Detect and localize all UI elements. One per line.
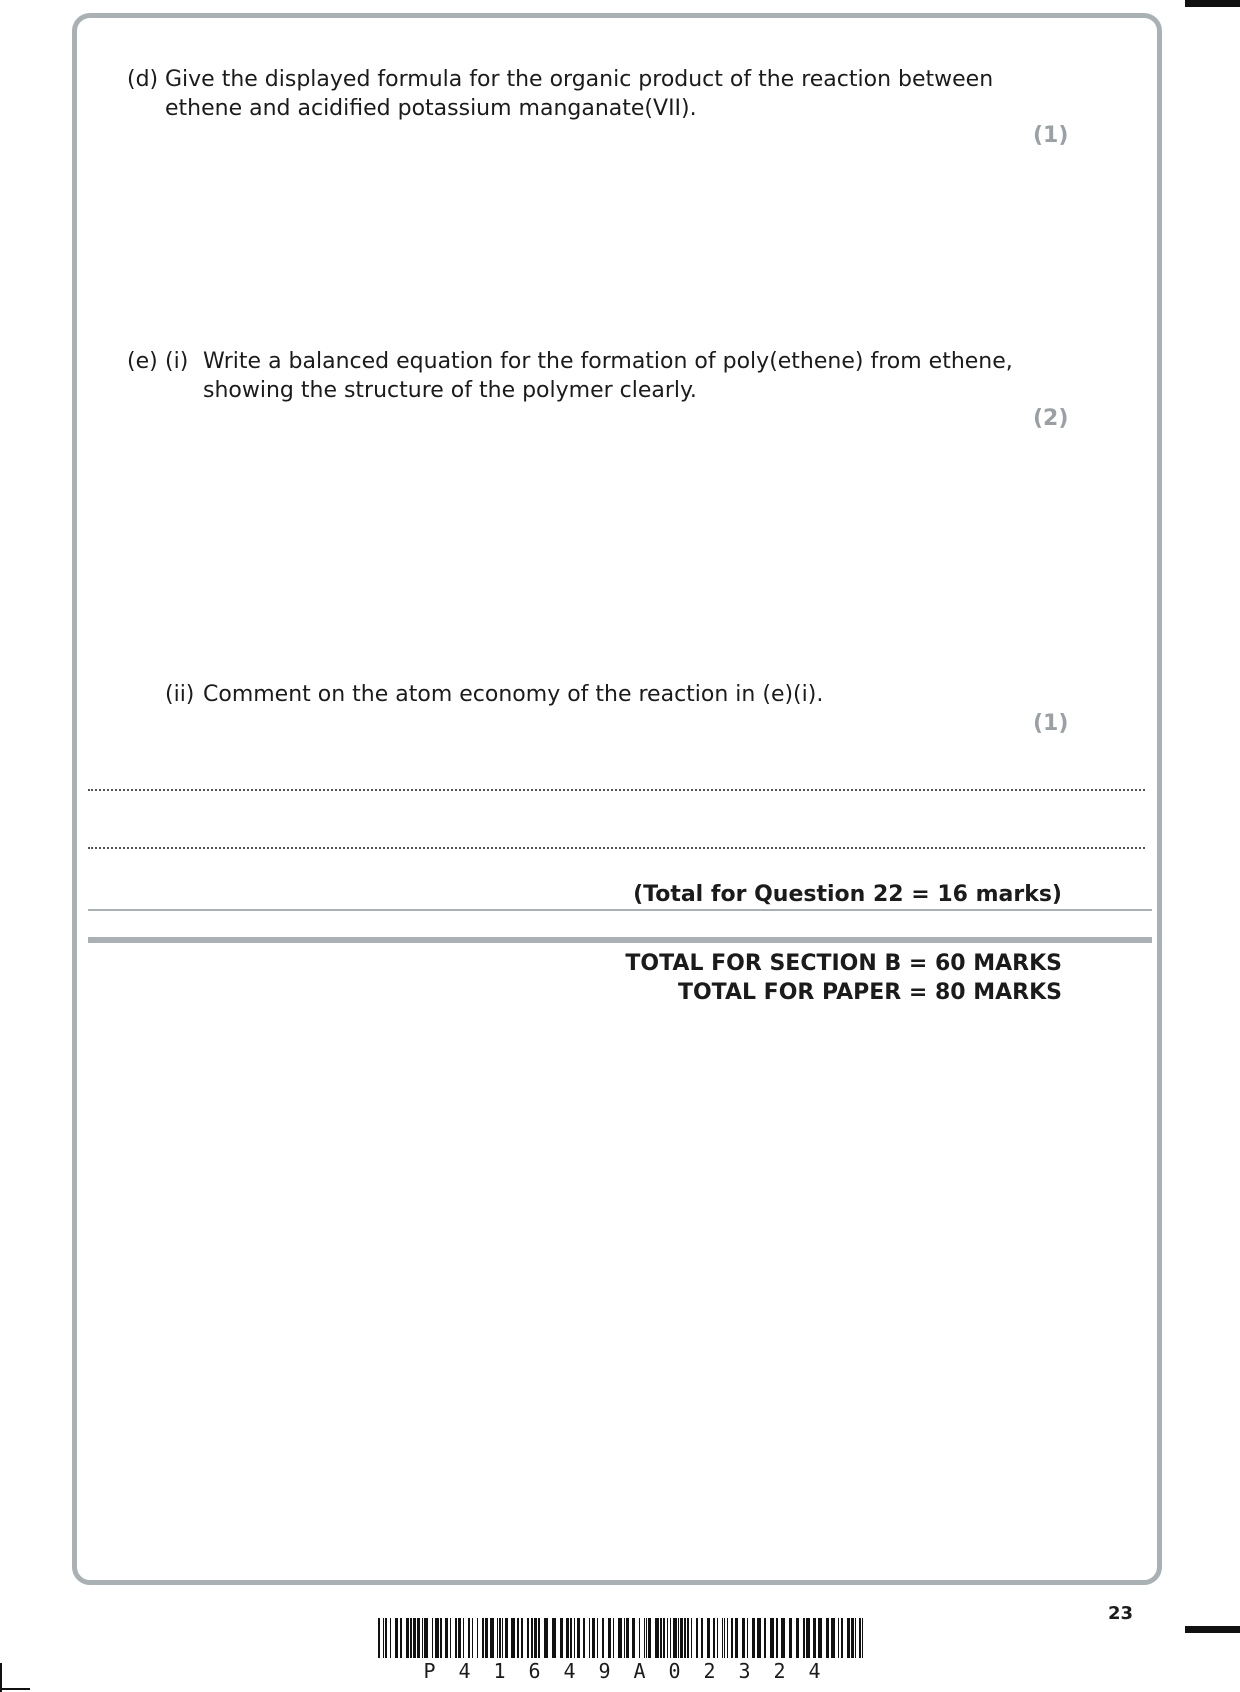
- barcode-bar: [410, 1618, 412, 1658]
- barcode-bar: [450, 1618, 451, 1658]
- barcode-bar: [560, 1618, 563, 1658]
- barcode-bar: [618, 1618, 622, 1658]
- barcode-char: A: [633, 1659, 646, 1683]
- barcode-char: 9: [598, 1659, 611, 1683]
- question-e-ii-marks: (1): [1033, 711, 1069, 736]
- barcode-bar: [517, 1618, 519, 1658]
- barcode-bar: [626, 1618, 629, 1658]
- barcode-bar: [673, 1618, 677, 1658]
- barcode-bar: [660, 1618, 662, 1658]
- barcode-bar: [731, 1618, 733, 1658]
- question-e-ii-text: Comment on the atom economy of the reaction in (e)(i).: [203, 682, 824, 707]
- barcode-bar: [813, 1618, 816, 1658]
- barcode-bar: [841, 1618, 843, 1658]
- barcode-bar: [445, 1618, 448, 1658]
- paper-total: TOTAL FOR PAPER = 80 MARKS: [677, 980, 1062, 1005]
- barcode-bar: [639, 1618, 640, 1658]
- barcode-bar: [485, 1618, 488, 1658]
- barcode-bar: [752, 1618, 755, 1658]
- barcode-bar: [490, 1618, 494, 1658]
- barcode-bar: [684, 1618, 686, 1658]
- barcode-bar: [608, 1618, 611, 1658]
- barcode-char: 3: [738, 1659, 751, 1683]
- barcode-bar: [747, 1618, 748, 1658]
- barcode-bar: [855, 1618, 856, 1658]
- barcode-bar: [851, 1618, 854, 1658]
- barcode-bar: [597, 1618, 598, 1658]
- barcode-bar: [742, 1618, 745, 1658]
- barcode-char: 2: [703, 1659, 716, 1683]
- barcode-bar: [482, 1618, 484, 1658]
- barcode-bar: [583, 1618, 585, 1658]
- barcode-bar: [390, 1618, 391, 1658]
- barcode-bar: [624, 1618, 625, 1658]
- barcode-bar: [717, 1618, 718, 1658]
- barcode-bar: [472, 1618, 473, 1658]
- barcode-bar: [527, 1618, 529, 1658]
- answer-frame: [72, 13, 1162, 1585]
- barcode-bar: [648, 1618, 651, 1658]
- question-total: (Total for Question 22 = 16 marks): [633, 882, 1062, 907]
- barcode-bar: [531, 1618, 533, 1658]
- barcode-bar: [757, 1618, 761, 1658]
- barcode-bar: [592, 1618, 595, 1658]
- barcode-bar: [413, 1618, 416, 1658]
- barcode-bar: [395, 1618, 398, 1658]
- barcode-image: [378, 1618, 863, 1658]
- barcode-bar: [570, 1618, 572, 1658]
- barcode-bar: [378, 1618, 380, 1658]
- barcode-bar: [687, 1618, 689, 1658]
- barcode-bar: [678, 1618, 679, 1658]
- barcode-bar: [589, 1618, 590, 1658]
- barcode-bar: [383, 1618, 384, 1658]
- question-e-label: (e): [127, 349, 158, 374]
- barcode-bar: [511, 1618, 515, 1658]
- registration-mark-top-right: [1185, 0, 1240, 7]
- barcode-char: 4: [808, 1659, 821, 1683]
- question-d-text-line2: ethene and acidified potassium manganate(VII).: [165, 96, 697, 121]
- barcode-bar: [534, 1618, 537, 1658]
- barcode-bar: [499, 1618, 501, 1658]
- barcode-bar: [722, 1618, 723, 1658]
- barcode-bar: [735, 1618, 738, 1658]
- barcode-text: [412, 1659, 832, 1683]
- barcode-bar: [468, 1618, 470, 1658]
- barcode-bar: [859, 1618, 861, 1658]
- barcode-bar: [552, 1618, 556, 1658]
- barcode-char: 0: [668, 1659, 681, 1683]
- section-total: TOTAL FOR SECTION B = 60 MARKS: [625, 951, 1062, 976]
- barcode-char: 4: [563, 1659, 576, 1683]
- barcode-bar: [776, 1618, 778, 1658]
- barcode-bar: [385, 1618, 387, 1658]
- registration-mark-bottom-right: [1185, 1626, 1240, 1633]
- barcode-bar: [789, 1618, 792, 1658]
- barcode-bar: [406, 1618, 409, 1658]
- barcode-bar: [521, 1618, 523, 1658]
- barcode-bar: [724, 1618, 725, 1658]
- divider-thin: [88, 909, 1152, 911]
- question-d-marks: (1): [1033, 123, 1069, 148]
- barcode-bar: [432, 1618, 433, 1658]
- barcode-bar: [505, 1618, 508, 1658]
- barcode-bar: [680, 1618, 683, 1658]
- barcode-bar: [655, 1618, 659, 1658]
- barcode-bar: [422, 1618, 423, 1658]
- barcode-char: 1: [493, 1659, 506, 1683]
- registration-mark-bottom-left-h: [0, 1688, 30, 1690]
- barcode-bar: [831, 1618, 835, 1658]
- barcode-bar: [670, 1618, 671, 1658]
- barcode-bar: [502, 1618, 503, 1658]
- barcode-bar: [602, 1618, 604, 1658]
- question-d-label: (d): [127, 67, 159, 92]
- barcode-bar: [646, 1618, 647, 1658]
- barcode-bar: [538, 1618, 540, 1658]
- barcode-bar: [696, 1618, 698, 1658]
- barcode-bar: [632, 1618, 635, 1658]
- barcode-bar: [764, 1618, 766, 1658]
- barcode-bar: [544, 1618, 548, 1658]
- barcode-bar: [663, 1618, 665, 1658]
- barcode-bar: [424, 1618, 428, 1658]
- barcode-bar: [613, 1618, 614, 1658]
- barcode-bar: [417, 1618, 420, 1658]
- barcode-bar: [838, 1618, 839, 1658]
- barcode-bar: [477, 1618, 478, 1658]
- barcode-bar: [691, 1618, 692, 1658]
- barcode-bar: [455, 1618, 457, 1658]
- barcode-bar: [400, 1618, 402, 1658]
- barcode-char: P: [423, 1659, 436, 1683]
- question-e-i-label: (i): [165, 349, 189, 374]
- answer-line-1[interactable]: [88, 789, 1145, 791]
- barcode-bar: [826, 1618, 829, 1658]
- barcode-bar: [862, 1618, 863, 1658]
- barcode-bar: [847, 1618, 850, 1658]
- barcode-bar: [667, 1618, 668, 1658]
- barcode-bar: [440, 1618, 442, 1658]
- barcode-bar: [727, 1618, 728, 1658]
- barcode-char: 6: [528, 1659, 541, 1683]
- barcode-bar: [796, 1618, 799, 1658]
- question-e-i-text-line2: showing the structure of the polymer clearly.: [203, 378, 697, 403]
- barcode-bar: [713, 1618, 715, 1658]
- question-e-ii-label: (ii): [165, 682, 195, 707]
- barcode-bar: [770, 1618, 774, 1658]
- barcode-bar: [497, 1618, 498, 1658]
- barcode-bar: [463, 1618, 464, 1658]
- barcode-bar: [566, 1618, 569, 1658]
- barcode-bar: [577, 1618, 580, 1658]
- barcode-bar: [818, 1618, 822, 1658]
- barcode-bar: [707, 1618, 710, 1658]
- barcode-bar: [806, 1618, 810, 1658]
- barcode-char: 4: [458, 1659, 471, 1683]
- divider-thick: [88, 937, 1152, 943]
- barcode-bar: [574, 1618, 575, 1658]
- barcode-bar: [701, 1618, 703, 1658]
- barcode-bar: [644, 1618, 645, 1658]
- question-e-i-text-line1: Write a balanced equation for the formation of poly(ethene) from ethene,: [203, 349, 1013, 374]
- barcode-bar: [458, 1618, 461, 1658]
- barcode-bar: [435, 1618, 439, 1658]
- question-e-i-marks: (2): [1033, 406, 1069, 431]
- barcode-bar: [781, 1618, 785, 1658]
- page-number: 23: [1108, 1603, 1134, 1624]
- barcode-char: 2: [773, 1659, 786, 1683]
- answer-line-2[interactable]: [88, 847, 1145, 849]
- barcode-bar: [803, 1618, 805, 1658]
- question-d-text-line1: Give the displayed formula for the organic product of the reaction between: [165, 67, 994, 92]
